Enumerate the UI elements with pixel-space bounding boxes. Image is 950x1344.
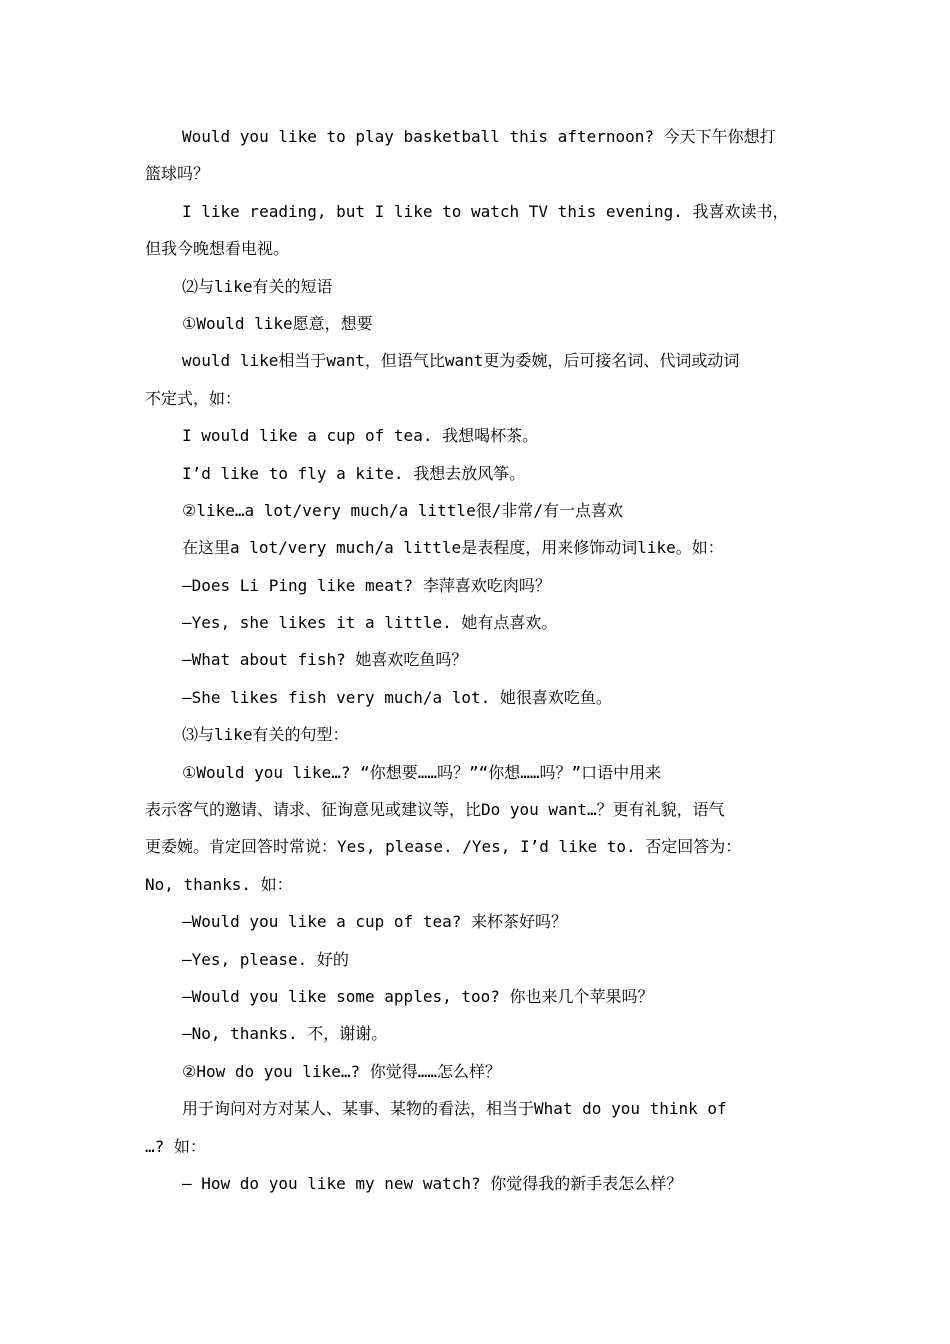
paragraph-line: would like相当于want，但语气比want更为委婉，后可接名词、代词或动词 [182, 351, 740, 371]
subsection-heading: ②How do you like…? 你觉得……怎么样？ [182, 1061, 502, 1081]
paragraph-line: No, thanks. 如： [145, 874, 293, 894]
dialogue-line: —Yes, please. 好的 [182, 949, 349, 969]
section-heading: ⑶与like有关的句型： [182, 725, 349, 745]
example-line: I’d like to fly a kite. 我想去放风筝。 [182, 463, 526, 483]
subsection-heading: ①Would like愿意，想要 [182, 313, 373, 333]
dialogue-line: —What about fish? 她喜欢吃鱼吗？ [182, 650, 468, 670]
dialogue-line: —Does Li Ping like meat? 李萍喜欢吃肉吗？ [182, 575, 551, 595]
paragraph-line: 不定式，如： [145, 388, 242, 408]
paragraph-line: Would you like to play basketball this afternoon? 今天下午你想打 [182, 127, 776, 146]
dialogue-line: —Would you like a cup of tea? 来杯茶好吗？ [182, 912, 567, 932]
dialogue-line: —No, thanks. 不，谢谢。 [182, 1024, 388, 1044]
dialogue-line: —Would you like some apples, too? 你也来几个苹果吗？ [182, 986, 654, 1006]
paragraph-line: ①Would you like…? “你想要……吗？”“你想……吗？”口语中用来 [182, 762, 662, 782]
paragraph-line: 但我今晚想看电视。 [145, 239, 290, 259]
document-page [145, 118, 807, 1202]
paragraph-line: I like reading, but I like to watch TV this evening. 我喜欢读书， [182, 201, 789, 221]
paragraph-line: …? 如： [145, 1136, 206, 1156]
dialogue-line: —She likes fish very much/a lot. 她很喜欢吃鱼。 [182, 687, 612, 707]
section-heading: ⑵与like有关的短语 [182, 276, 333, 296]
paragraph-line: 在这里a lot/very much/a little是表程度，用来修饰动词like。如： [182, 538, 724, 558]
dialogue-line: — How do you like my new watch? 你觉得我的新手表怎么样？ [182, 1173, 683, 1193]
dialogue-line: —Yes, she likes it a little. 她有点喜欢。 [182, 613, 558, 633]
paragraph-line: 表示客气的邀请、请求、征询意见或建议等，比Do you want…？更有礼貌，语气 [145, 800, 725, 820]
paragraph-line: 更委婉。肯定回答时常说：Yes, please. /Yes, I’d like to. 否定回答为： [145, 837, 742, 857]
subsection-heading: ②like…a lot/very much/a little很/非常/有一点喜欢 [182, 500, 623, 520]
example-line: I would like a cup of tea. 我想喝杯茶。 [182, 426, 539, 446]
paragraph-line: 篮球吗？ [145, 164, 210, 184]
paragraph-line: 用于询问对方对某人、某事、某物的看法，相当于What do you think of [182, 1099, 727, 1119]
